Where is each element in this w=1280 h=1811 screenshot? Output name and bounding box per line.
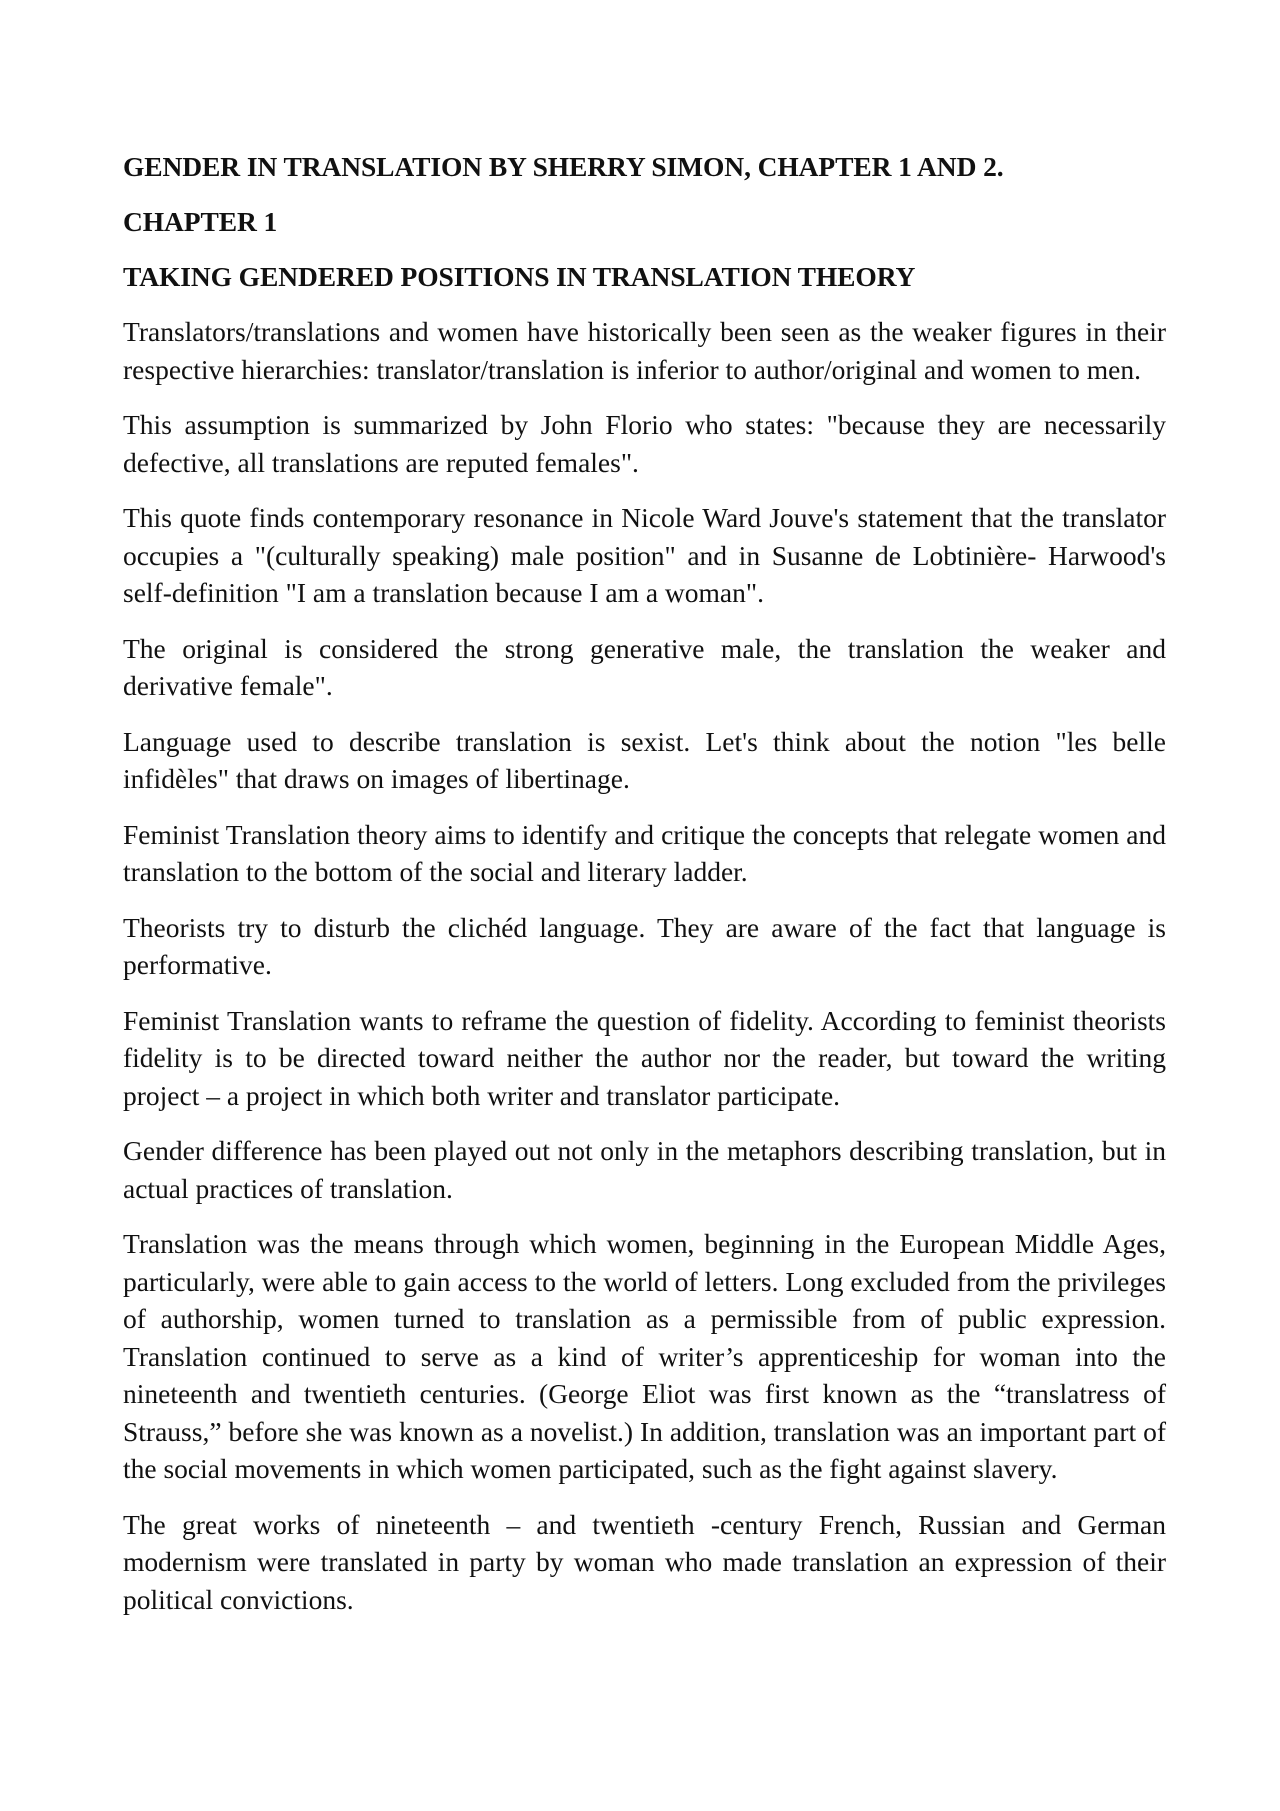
paragraph: Feminist Translation theory aims to identify and critique the concepts that relegate women and translation to the bottom of the social and literary ladder. (123, 818, 1166, 887)
document-title: GENDER IN TRANSLATION BY SHERRY SIMON, CHAPTER 1 AND 2. (123, 151, 1004, 182)
paragraph: Translators/translations and women have historically been seen as the weaker figures in their respective hierarchies: translator/translation is inferior to author/original and women to men. (123, 316, 1166, 385)
chapter-heading: CHAPTER 1 (123, 206, 278, 237)
paragraph: Feminist Translation wants to reframe the question of fidelity. According to feminist theorists fidelity is to be directed toward neither the author nor the reader, but toward the writing project – a project in which both writer and translator participate. (123, 1004, 1166, 1111)
paragraph: Language used to describe translation is sexist. Let's think about the notion "les belle infidèles" that draws on images of libertinage. (123, 725, 1166, 794)
paragraph: Translation was the means through which women, beginning in the European Middle Ages, particularly, were able to gain access to the world of letters. Long excluded from the privileges of authorship, women turned to translation as a permissible from of public expression. Translation continued to serve as a kind of writer’s apprenticeship for woman into the nineteenth and twentieth centuries. (George Eliot was first known as the “translatress of Strauss,” before she was known as a novelist.) In addition, translation was an important part of the social movements in which women participated, such as the fight against slavery. (123, 1228, 1166, 1484)
paragraph: The great works of nineteenth – and twentieth -century French, Russian and German modernism were translated in party by woman who made translation an expression of their political convictions. (123, 1508, 1166, 1615)
section-heading: TAKING GENDERED POSITIONS IN TRANSLATION THEORY (123, 261, 916, 292)
paragraph: Gender difference has been played out not only in the metaphors describing translation, but in actual practices of translation. (123, 1135, 1166, 1204)
paragraph: The original is considered the strong generative male, the translation the weaker and derivative female". (123, 632, 1166, 701)
paragraph: This quote finds contemporary resonance in Nicole Ward Jouve's statement that the translator occupies a "(culturally speaking) male position" and in Susanne de Lobtinière- Harwood's self-definition "I am a translation because I am a woman". (123, 502, 1166, 608)
paragraph: Theorists try to disturb the clichéd language. They are aware of the fact that language is performative. (123, 911, 1166, 980)
paragraph: This assumption is summarized by John Florio who states: "because they are necessarily defective, all translations are reputed females". (123, 409, 1166, 478)
